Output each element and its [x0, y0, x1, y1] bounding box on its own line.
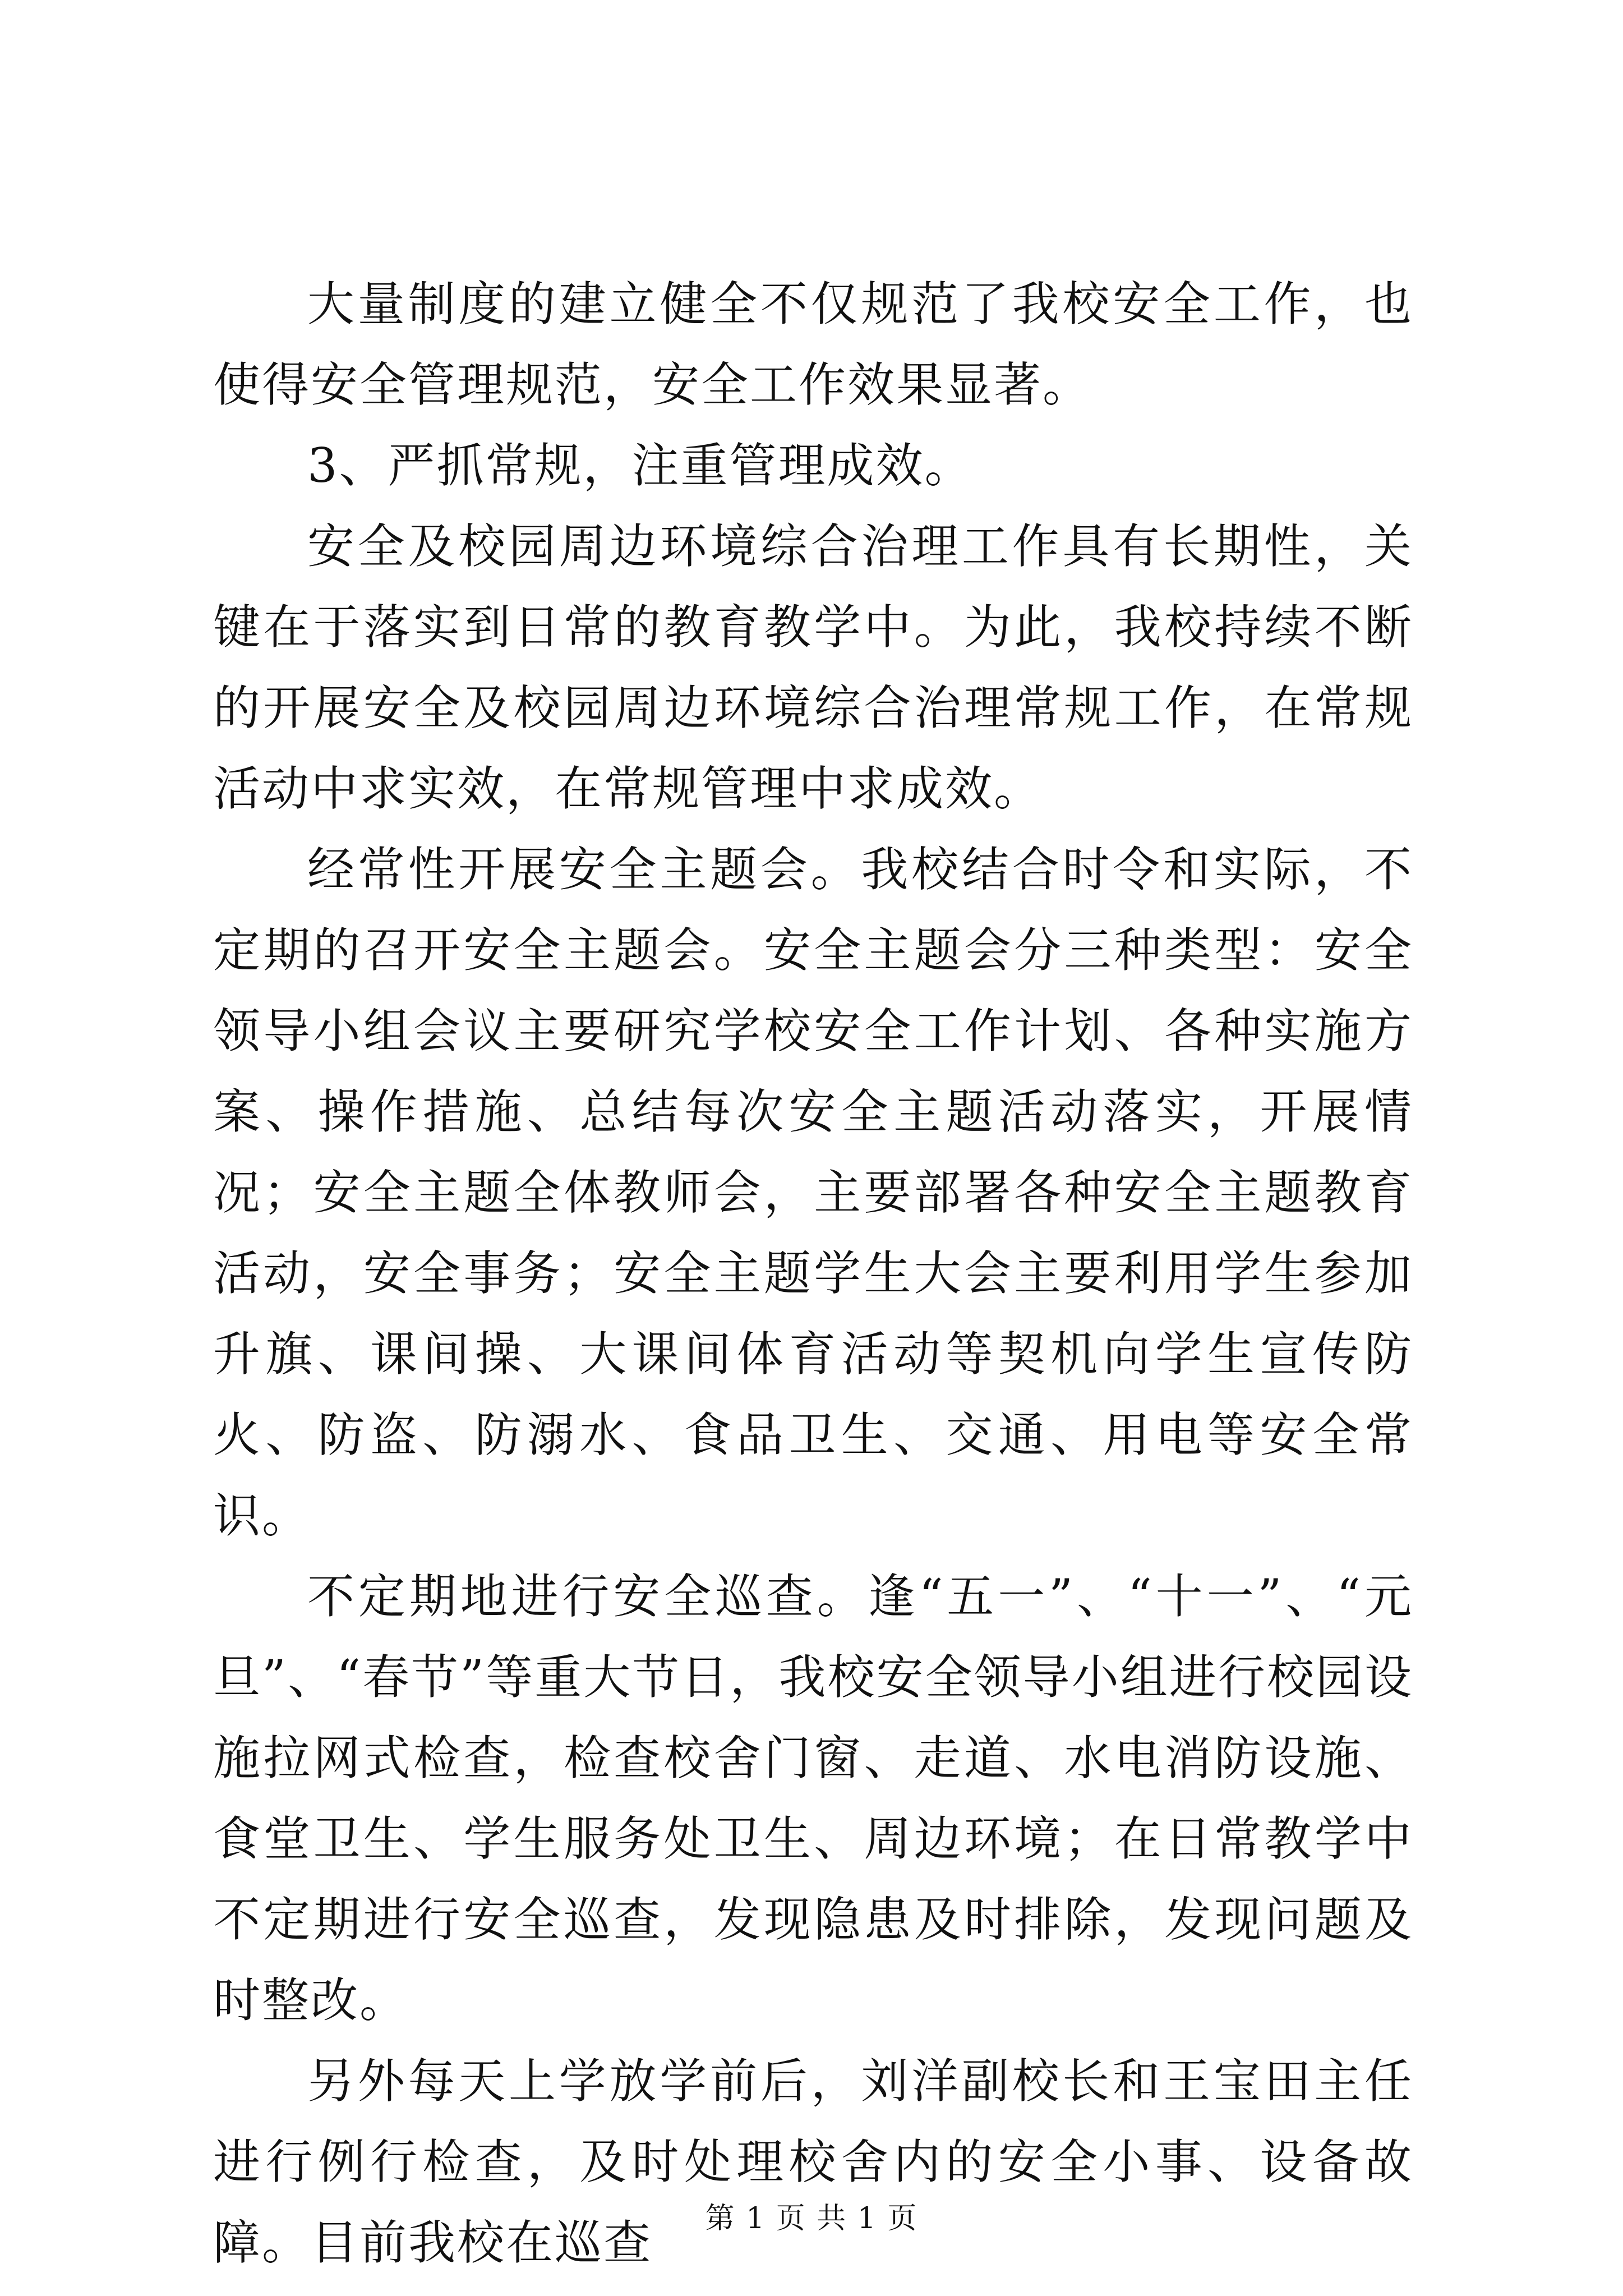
paragraph-2-heading: 3、严抓常规，注重管理成效。: [307, 438, 974, 493]
page-footer: 第 1 页 共 1 页: [705, 2202, 918, 2235]
paragraph-6: 另外每天上学放学前后，刘洋副校长和王宝田主任进行例行检查，及时处理校舍内的安全小事、设备故障。目前我校在巡查: [213, 2054, 1413, 2270]
paragraph-3: 安全及校园周边环境综合治理工作具有长期性，关键在于落实到日常的教育教学中。为此，我校持续不断的开展安全及校园周边环境综合治理常规工作，在常规活动中求实效，在常规管理中求成效。: [213, 519, 1413, 816]
paragraph-5: 不定期地进行安全巡查。逢“五一”、“十一”、“元旦”、“春节”等重大节日，我校安全领导小组进行校园设施拉网式检查，检查校舍门窗、走道、水电消防设施、食堂卫生、学生服务处卫生、周边环境；在日常教学中不定期进行安全巡查，发现隐患及时排除，发现问题及时整改。: [213, 1569, 1413, 2028]
document-body: [213, 264, 1413, 2283]
paragraph-4: 经常性开展安全主题会。我校结合时令和实际，不定期的召开安全主题会。安全主题会分三种类型：安全领导小组会议主要研究学校安全工作计划、各种实施方案、操作措施、总结每次安全主题活动落实，开展情况；安全主题全体教师会，主要部署各种安全主题教育活动，安全事务；安全主题学生大会主要利用学生参加升旗、课间操、大课间体育活动等契机向学生宣传防火、防盗、防溺水、食品卫生、交通、用电等安全常识。: [213, 842, 1413, 1543]
paragraph-1: 大量制度的建立健全不仅规范了我校安全工作，也使得安全管理规范，安全工作效果显著。: [213, 277, 1413, 412]
